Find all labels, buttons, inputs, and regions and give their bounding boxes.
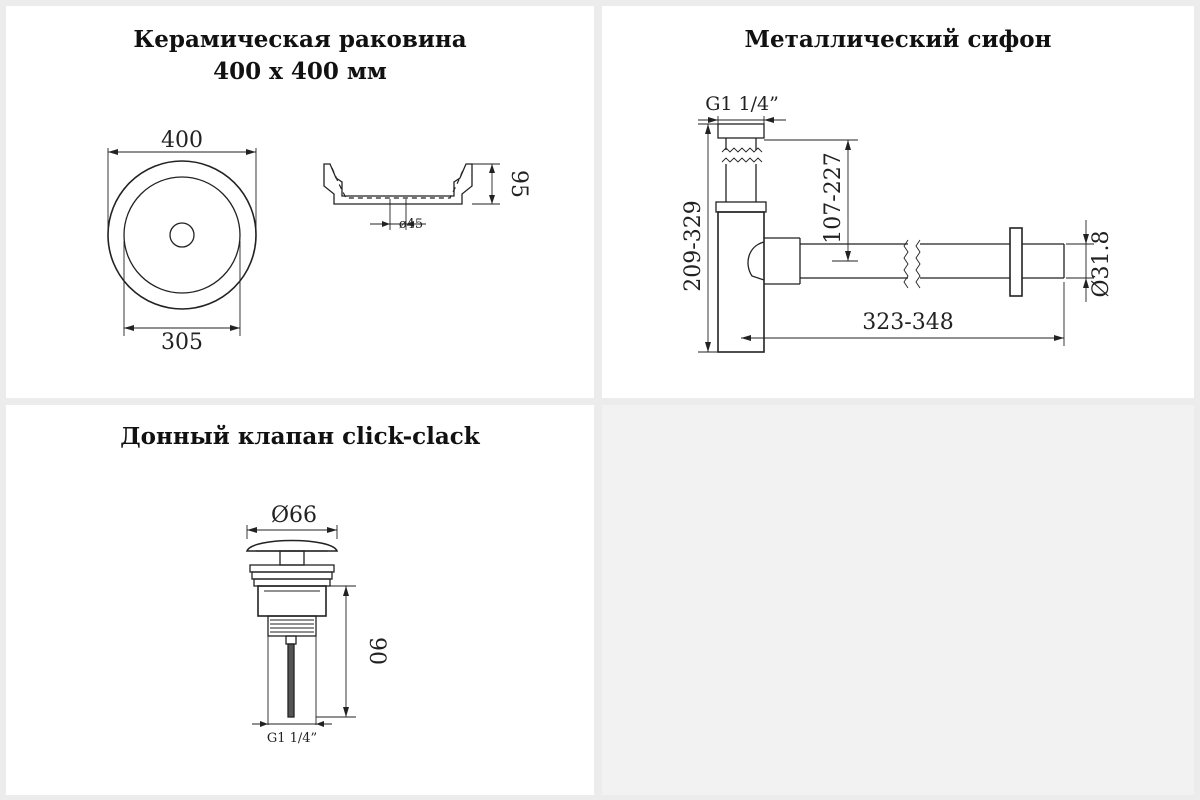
sink-outer-rim	[108, 161, 256, 309]
valve-body	[258, 586, 326, 616]
sink-dim-outer: 400	[161, 128, 203, 153]
sink-inner-bowl	[124, 177, 240, 293]
valve-panel	[6, 405, 594, 795]
valve-dim-thread: G1 1/4”	[266, 731, 318, 746]
valve-dim-height: 90	[364, 637, 389, 665]
siphon-dim-pipe-diameter: Ø31.8	[1089, 230, 1114, 298]
sink-panel	[6, 6, 594, 398]
valve-title: Донный клапан click-clack	[120, 423, 480, 450]
valve-cap	[247, 541, 337, 552]
siphon-panel	[602, 6, 1194, 398]
siphon-dim-length: 323-348	[862, 310, 954, 335]
valve-flange	[250, 565, 334, 572]
sink-dim-drain: ø45	[398, 217, 424, 232]
sink-dim-inner: 305	[161, 330, 203, 355]
sink-dim-height: 95	[506, 170, 531, 198]
valve-thread	[268, 616, 316, 636]
sink-title-line2: 400 x 400 мм	[213, 58, 387, 85]
sink-section-hidden	[332, 168, 464, 198]
siphon-body	[718, 212, 764, 352]
siphon-title: Металлический сифон	[744, 26, 1052, 53]
valve-stem-top	[280, 551, 304, 565]
siphon-dim-height-upper: 107-227	[821, 152, 846, 244]
empty-panel	[602, 405, 1194, 795]
siphon-drawing	[602, 6, 1194, 398]
valve-rod	[288, 644, 294, 717]
valve-dim-cap-diameter: Ø66	[270, 503, 318, 528]
sink-drain-hole	[170, 223, 194, 247]
siphon-elbow	[748, 242, 764, 280]
siphon-dim-height-total: 209-329	[681, 200, 706, 292]
siphon-top-nut	[718, 124, 764, 138]
valve-drawing	[6, 405, 594, 795]
sink-title-line1: Керамическая раковина	[133, 26, 467, 53]
siphon-dim-thread: G1 1/4”	[705, 93, 779, 115]
sink-drawing	[6, 6, 594, 398]
siphon-wall-flange	[1010, 228, 1022, 296]
